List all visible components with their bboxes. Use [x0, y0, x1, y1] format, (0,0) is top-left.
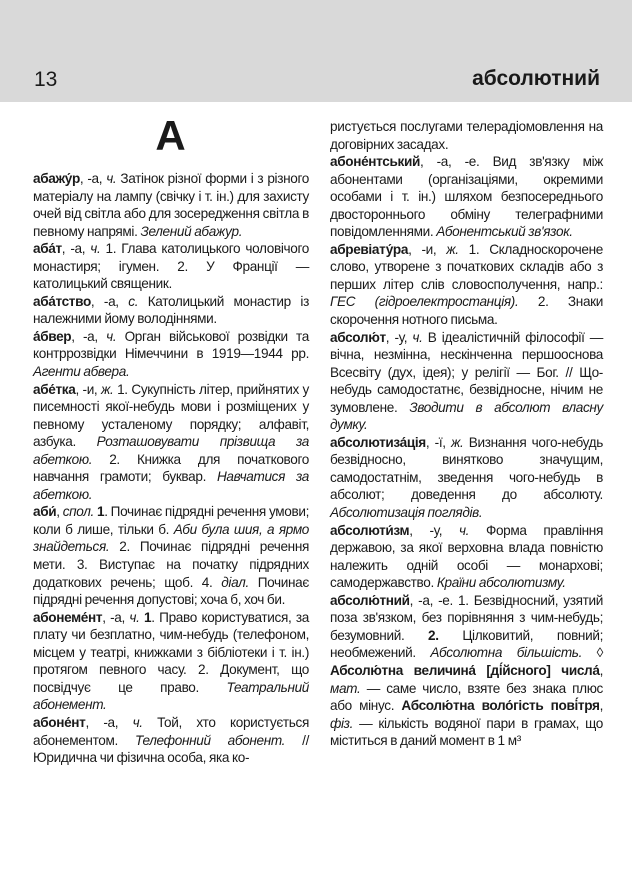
definition-text: Форма правління державою, за якої верховна влада повністю належить одній особі — монархові; самодержавство.	[330, 522, 603, 591]
definition-text: . Починає підрядні речення умови; коли б лише, тільки б.	[33, 504, 309, 537]
dictionary-entry	[33, 503, 309, 608]
definition-text: . Право користуватися, за плату чи безплатно, чим-небудь (телефоном, місцем у театрі, книжками з бібліотеки і т. ін.) протягом певного часу. 2. Документ, що посвідчує це право.	[33, 609, 309, 695]
italic-text: Зелений абажур.	[140, 223, 243, 239]
definition-text: , -ї,	[425, 434, 452, 450]
definition-text: Католицький монастир із належними йому володіннями.	[33, 293, 309, 327]
italic-text: ч.	[132, 714, 143, 730]
italic-text: с.	[128, 293, 139, 309]
dictionary-entry	[330, 118, 603, 153]
italic-text: Агенти абвера.	[33, 364, 130, 380]
dictionary-entry	[33, 381, 309, 504]
definition-text: , -а,	[79, 171, 107, 186]
italic-text: ж.	[446, 241, 459, 257]
headword: абоне́нтський	[330, 154, 420, 170]
definition-text: Орган військової розвідки та контррозвідки Німеччини в 1919—1944 рр.	[33, 328, 309, 362]
definition-text: ,	[599, 662, 603, 678]
headword: абсолю́тний	[330, 592, 410, 608]
definition-text: 1. Складноскорочене слово, утворене з початкових складів або з перших літер слів словосполучення, напр.:	[330, 241, 603, 292]
section-letter: А	[155, 112, 186, 159]
headword: абоне́нт	[33, 714, 86, 730]
definition-text: Затінок різної форми і з різного матеріалу на лампу (свічку і т. ін.) для захисту очей від світла або для зосередження світла в певному напрямі.	[33, 171, 309, 239]
definition-text: , -а, -е. Вид зв'язку між абонентами (організаціями, окремими особами і т. ін.) шляхом безпосереднього двостороннього обміну телеграфними повідомленнями.	[330, 154, 603, 240]
definition-text: , -у,	[385, 329, 413, 345]
italic-text: Театральний абонемент.	[33, 679, 309, 713]
bold-text: 1	[144, 609, 152, 625]
headword: абревіату́ра	[330, 241, 409, 257]
italic-text: спол.	[62, 504, 94, 520]
dictionary-entry	[33, 293, 309, 328]
page-number: 13	[34, 68, 58, 91]
italic-text: ж.	[101, 381, 114, 397]
headword: абажу́р	[33, 171, 80, 186]
definition-text: — саме число, взяте без знака плюс або мінус.	[330, 680, 603, 714]
definition-text: 1. Глава католицького чоловічого монастиря; ігумен. 2. У Франції — католицький священик.	[33, 241, 309, 292]
bold-text: 1	[96, 504, 105, 520]
dictionary-entry	[330, 241, 603, 329]
definition-text: ◊	[582, 645, 604, 661]
definition-text: — кількість водяної пари в грамах, що міститься в даний момент в 1 м³	[330, 715, 603, 749]
dictionary-entry	[33, 714, 309, 767]
italic-text: Аби була шия, а ярмо знайдеться.	[33, 521, 310, 555]
definition-text: 2. Починає підрядні речення мети. 3. Виступає на початку підрядних додаткових речень; щоб. 4.	[33, 539, 309, 590]
dictionary-entry	[330, 329, 603, 434]
definition-text: // Юридична чи фізична особа, яка ко-	[33, 732, 309, 766]
definition-text: , -и,	[75, 381, 102, 397]
definition-text: В ідеалістичній філософії — вічна, незмінна, нескінченна першооснова Всесвіту (дух, ідея); у релігії — Бог. // Що-небудь самодостатнє, безвідносне, нічим не зумовлене.	[330, 329, 603, 415]
definition-text: , -а,	[71, 328, 107, 344]
italic-text: ч.	[129, 609, 140, 625]
definition-text: , -а,	[90, 293, 129, 309]
italic-text: ч.	[459, 522, 470, 538]
headword: аби́	[33, 504, 57, 520]
headword: аба́тство	[33, 293, 91, 309]
italic-text: Навчатися за абеткою.	[33, 469, 309, 502]
italic-text: Зводити в абсолют власну думку.	[330, 399, 603, 433]
bold-text: 2.	[428, 627, 439, 643]
italic-text: ч.	[90, 241, 101, 257]
definition-text: 2. Книжка для початкового навчання грамоти; буквар.	[33, 451, 309, 485]
italic-text: Телефонний абонент.	[134, 732, 286, 748]
dictionary-entry	[330, 592, 603, 750]
definition-text: ,	[56, 504, 63, 520]
italic-text: Абонентський зв'язок.	[436, 224, 573, 240]
headword: абсолю́т	[330, 329, 386, 345]
definition-text: 1. Сукупність літер, прийнятих у писемності якої-небудь мови і розміщених у певному усталеному порядку; алфавіт, азбука.	[33, 381, 309, 450]
definition-text: , -у,	[409, 522, 459, 538]
definition-text: Починає підрядні речення допустові; хоча б, хоч би.	[33, 574, 309, 608]
headword: абсолютиза́ція	[330, 434, 426, 450]
definition-text: 2. Знаки скорочення нотного письма.	[330, 294, 604, 328]
italic-text: фіз.	[330, 715, 354, 731]
italic-text: ч.	[106, 328, 117, 344]
running-head: абсолютний	[472, 67, 600, 90]
definition-text: , -а,	[61, 241, 91, 257]
right-column	[330, 118, 603, 750]
headword: абсолюти́зм	[330, 522, 410, 538]
definition-text: ,	[599, 698, 604, 714]
definition-text: Той, хто користується абонементом.	[33, 714, 309, 748]
bold-text: Абсолю́тна величина́ [ді́йсного] числа́	[330, 662, 600, 678]
italic-text: ГЕС (гідроелектростанція).	[330, 294, 519, 310]
italic-text: ж.	[451, 434, 464, 450]
italic-text: Абсолютна більшість.	[430, 645, 583, 661]
dictionary-entry	[33, 240, 309, 293]
dictionary-entry	[330, 434, 603, 522]
bold-text: Абсолю́тна воло́гість пові́тря	[401, 698, 600, 714]
headword: абе́тка	[33, 381, 76, 397]
definition-text: , -а, -е. 1. Безвідносний, узятий поза зв'язком, без порівняння з чим-небудь; безумовний.	[330, 592, 603, 643]
headword: аба́т	[33, 241, 62, 257]
definition-text: , -а,	[85, 714, 133, 730]
dictionary-entry	[330, 153, 603, 241]
italic-text: ч.	[106, 171, 117, 186]
italic-text: ч.	[412, 329, 423, 345]
dictionary-entry	[33, 328, 309, 381]
definition-text: Цілковитий, повний; необмежений.	[330, 627, 604, 661]
italic-text: Розташовувати прізвища за абеткою.	[33, 434, 309, 467]
definition-text: , -а,	[102, 609, 130, 625]
definition-text: , -и,	[408, 241, 447, 257]
definition-text: Визнання чого-небудь безвідносно, винятково значущим, самодостатнім, зведення чого-небудь в абсолют; доведення до абсолюту.	[330, 434, 603, 503]
headword: абонеме́нт	[33, 609, 103, 625]
page-header	[0, 0, 632, 102]
dictionary-entry	[330, 522, 603, 592]
headword: а́бвер	[33, 328, 72, 344]
left-column	[33, 170, 309, 767]
italic-text: мат.	[330, 680, 361, 696]
italic-text: Абсолютизація поглядів.	[330, 505, 483, 521]
dictionary-entry	[33, 170, 309, 240]
italic-text: діал.	[221, 574, 249, 590]
italic-text: Країни абсолютизму.	[436, 575, 566, 591]
definition-text: ристується послугами телерадіомовлення на договірних засадах.	[330, 119, 603, 152]
dictionary-entry	[33, 609, 309, 714]
